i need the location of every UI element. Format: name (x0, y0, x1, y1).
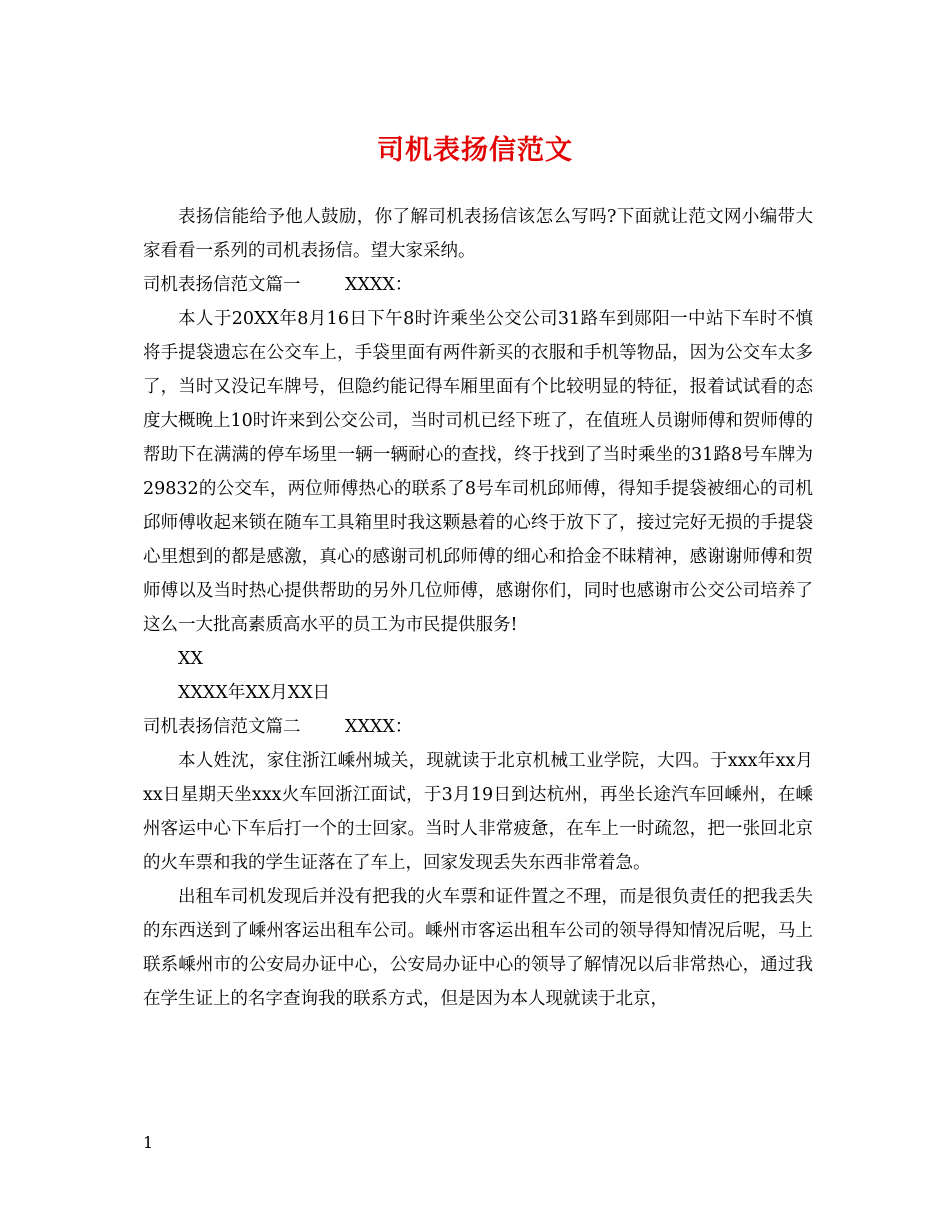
section2-paragraph-1: 本人姓沈，家住浙江嵊州城关，现就读于北京机械工业学院，大四。于xxx年xx月xx日星期天坐xxx火车回浙江面试，于3月19日到达杭州，再坐长途汽车回嵊州，在嵊州客运中心下车后打一个的士回家。当时人非常疲惫，在车上一时疏忽，把一张回北京的火车票和我的学生证落在了车上，回家发现丢失东西非常着急。 (143, 751, 813, 873)
section2-heading: 司机表扬信范文篇二 (143, 717, 301, 737)
section1-date: XXXX年XX月XX日 (178, 683, 331, 703)
page-number: 1 (143, 1133, 154, 1152)
intro-paragraph: 表扬信能给予他人鼓励，你了解司机表扬信该怎么写吗?下面就让范文网小编带大家看看一系列的司机表扬信。望大家采纳。 (143, 207, 813, 261)
section1-signature: XX (178, 649, 203, 669)
section2-paragraph-2: 出租车司机发现后并没有把我的火车票和证件置之不理，而是很负责任的把我丢失的东西送到了嵊州客运出租车公司。嵊州市客运出租车公司的领导得知情况后呢，马上联系嵊州市的公安局办证中心，公安局办证中心的领导了解情况以后非常热心，通过我在学生证上的名字查询我的联系方式，但是因为本人现就读于北京， (143, 887, 813, 1009)
section2-salutation: XXXX： (345, 717, 413, 737)
document-title: 司机表扬信范文 (377, 135, 573, 166)
section1-heading-line (143, 268, 813, 302)
section1-heading: 司机表扬信范文篇一 (143, 275, 301, 295)
section1-salutation: XXXX： (345, 275, 413, 295)
section2-heading-line (143, 710, 813, 744)
section1-body-paragraph: 本人于20XX年8月16日下午8时许乘坐公交公司31路车到郧阳一中站下车时不慎将手提袋遗忘在公交车上，手袋里面有两件新买的衣服和手机等物品，因为公交车太多了，当时又没记车牌号，但隐约能记得车厢里面有个比较明显的特征，报着试试看的态度大概晚上10时许来到公交公司，当时司机已经下班了，在值班人员谢师傅和贺师傅的帮助下在满满的停车场里一辆一辆耐心的查找，终于找到了当时乘坐的31路8号车牌为29832的公交车，两位师傅热心的联系了8号车司机邱师傅，得知手提袋被细心的司机邱师傅收起来锁在随车工具箱里时我这颗悬着的心终于放下了，接过完好无损的手提袋心里想到的都是感激，真心的感谢司机邱师傅的细心和拾金不昧精神，感谢谢师傅和贺师傅以及当时热心提供帮助的另外几位师傅，感谢你们，同时也感谢市公交公司培养了这么一大批高素质高水平的员工为市民提供服务! (143, 309, 813, 635)
document-body (143, 200, 813, 1016)
